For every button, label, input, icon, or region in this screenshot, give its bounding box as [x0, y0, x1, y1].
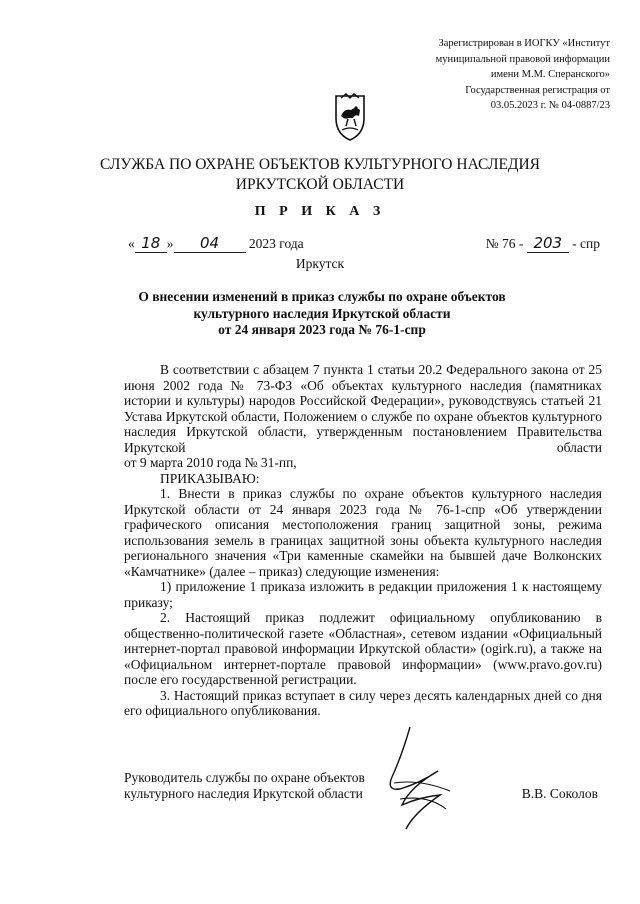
registration-stamp — [380, 36, 610, 114]
signatory-position-line-1: Руководитель службы по охране объектов — [124, 770, 365, 785]
item-1-subitem: 1) приложение 1 приказа изложить в редакции приложения 1 к настоящему приказу; — [124, 579, 602, 610]
item-2: 2. Настоящий приказ подлежит официальному опубликованию в общественно-политической газете «Областная», сетевом издании «Официальный интернет-портал правовой информации Иркутской области» (ogirk.ru), а также на «Официальном интернет-портале правовой информации» (www.pravo.gov.ru) после его государственной регистрации. — [124, 610, 602, 687]
number-value: 203 — [527, 234, 569, 253]
city: Иркутск — [295, 256, 345, 271]
order-date — [128, 234, 304, 253]
registration-line: муниципальной правовой информации — [435, 53, 610, 65]
registration-line: Государственная регистрация от — [465, 84, 610, 96]
date-year: 2023 года — [248, 236, 304, 251]
signatory-position-line-2: культурного наследия Иркутской области — [124, 786, 363, 801]
order-body — [124, 362, 602, 719]
document-title: П Р И К А З — [254, 204, 386, 219]
date-day: 18 — [135, 234, 167, 253]
registration-line: имени М.М. Сперанского» — [490, 69, 610, 80]
order-subject — [120, 289, 524, 339]
registration-line: 03.05.2023 г. № 04-0887/23 — [490, 100, 610, 111]
item-3: 3. Настоящий приказ вступает в силу через десять календарных дней со дня его официального опубликования. — [124, 687, 602, 718]
organization-line-1: СЛУЖБА ПО ОХРАНЕ ОБЪЕКТОВ КУЛЬТУРНОГО НАСЛЕДИЯ — [99, 156, 541, 173]
signature-block — [124, 770, 602, 802]
subject-line-2: культурного наследия Иркутской области — [193, 305, 451, 321]
preamble-paragraph: В соответствии с абзацем 7 пункта 1 статьи 20.2 Федерального закона от 25 июня 2002 года № 73-ФЗ «Об объектах культурного наследия (памятниках истории и культуры) народов Российской Федерации», руководствуясь статьей 21 Устава Иркутской области, Положением о службе по охране объектов культурного наследия Иркутской области, утвержденным постановлением Правительства Иркутской области — [124, 362, 602, 455]
date-open-quote: « — [128, 236, 135, 251]
organization-name — [0, 155, 640, 195]
coat-of-arms-icon — [326, 86, 374, 144]
item-1: 1. Внести в приказ службы по охране объектов культурного наследия Иркутской области от 24 января 2023 года № 76-1-спр «Об утверждении графического описания местоположения границ защитной зоны, режима использования земель в границах защитной зоны объекта культурного наследия регионального значения «Три каменные скамейки на бывшей даче Волконских «Камчатнике» (далее – приказ) следующие изменения: — [124, 486, 602, 579]
date-month: 04 — [174, 234, 246, 253]
order-number — [486, 234, 600, 253]
order-word: ПРИКАЗЫВАЮ: — [160, 470, 260, 486]
date-close-quote: » — [166, 236, 174, 251]
subject-line-3: от 24 января 2023 года № 76-1-спр — [218, 322, 426, 337]
signatory-name: В.В. Соколов — [521, 786, 598, 801]
registration-line: Зарегистрирован в ИОГКУ «Институт — [438, 38, 610, 49]
number-suffix: - спр — [572, 236, 600, 251]
subject-line-1: О внесении изменений в приказ службы по охране объектов — [138, 289, 506, 304]
preamble-tail: от 9 марта 2010 года № 31-пп, — [124, 455, 297, 470]
organization-line-2: ИРКУТСКОЙ ОБЛАСТИ — [235, 176, 405, 193]
number-prefix: № 76 - — [485, 236, 524, 251]
